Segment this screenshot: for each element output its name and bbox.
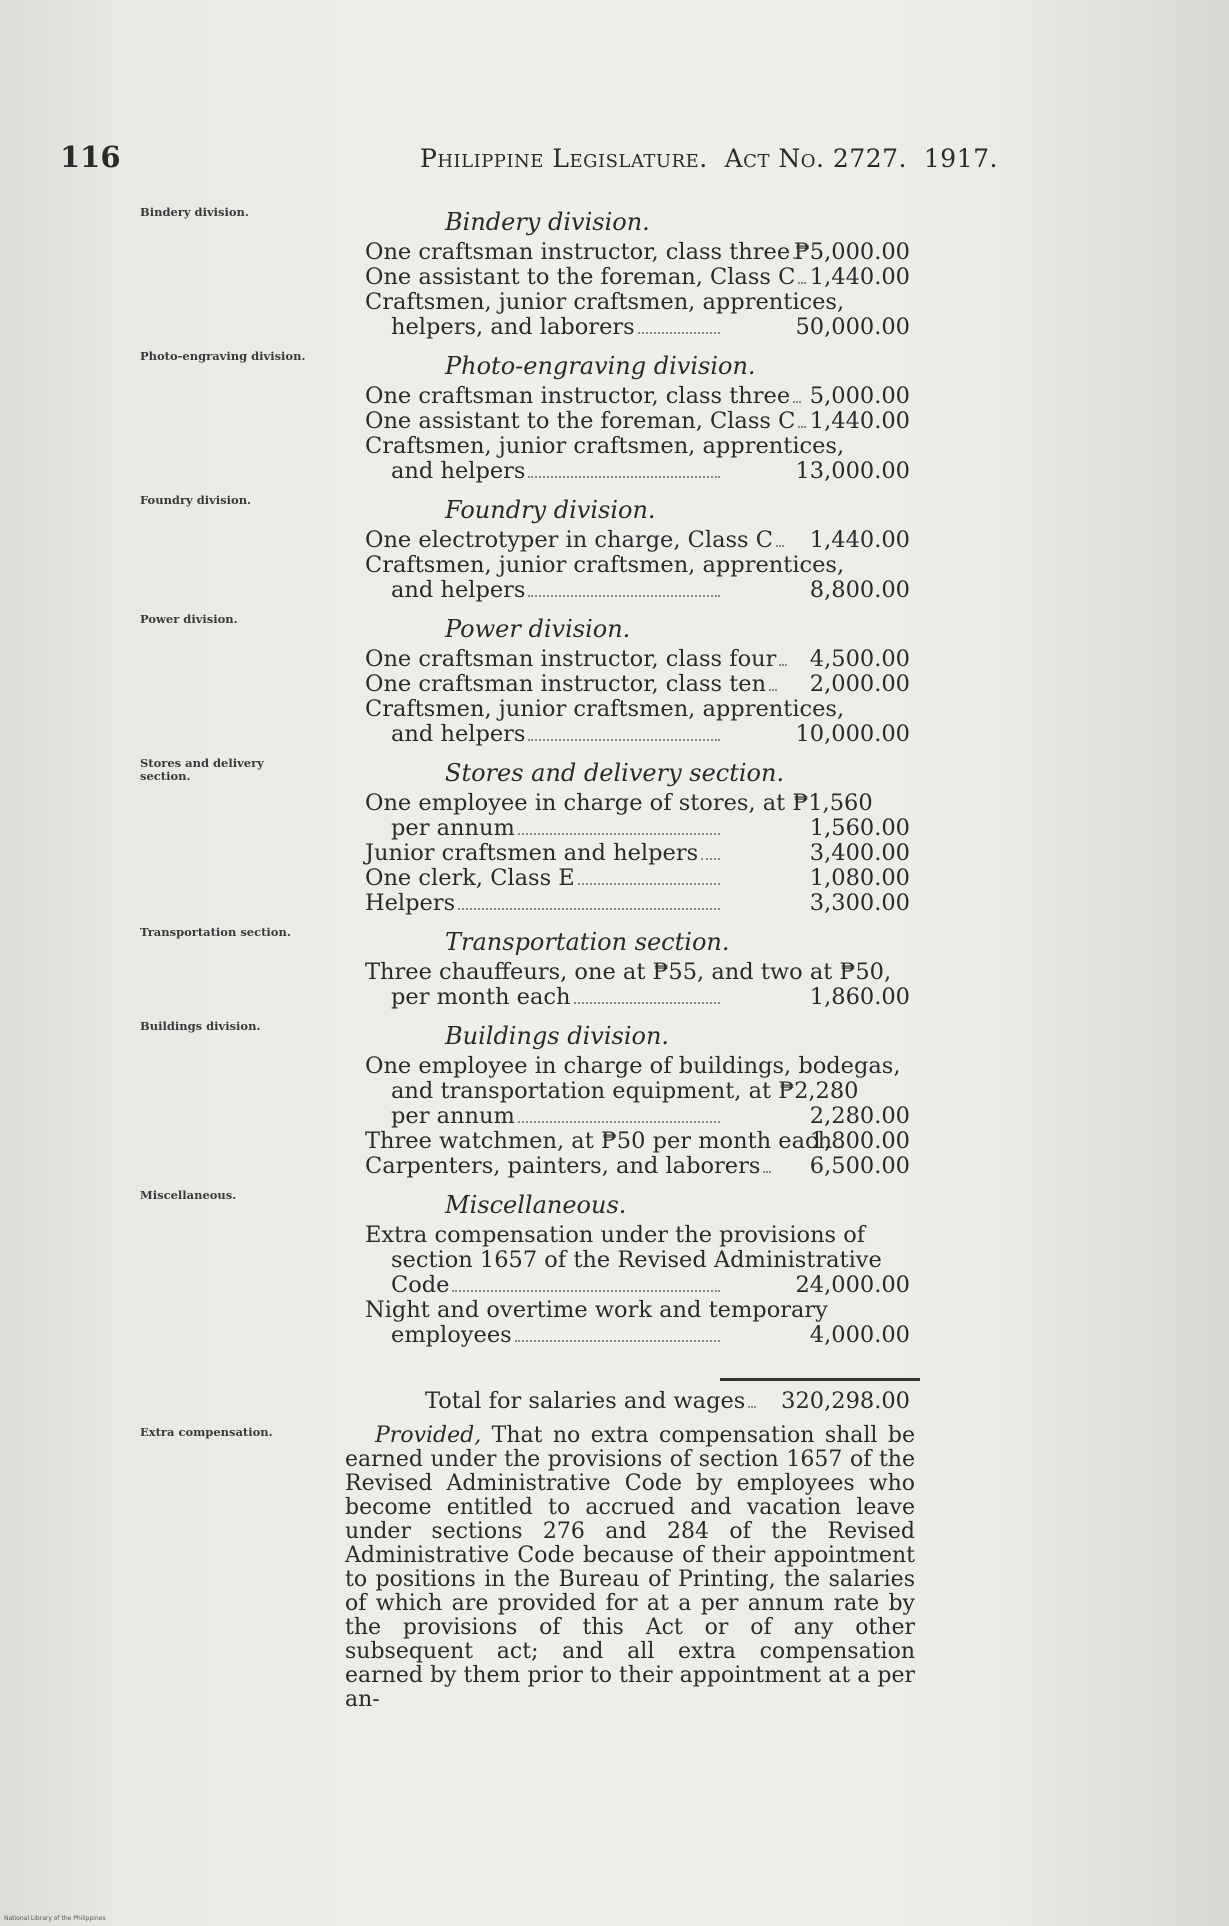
section-gap <box>140 747 1120 755</box>
description-text: One craftsman instructor, class four <box>365 646 777 672</box>
line-item-amount: 1,440.00 <box>809 527 910 553</box>
line-item-amount: 1,440.00 <box>809 408 910 434</box>
proviso-text <box>345 1424 915 1712</box>
total-line <box>365 1388 746 1414</box>
description-line <box>365 1222 866 1248</box>
line-item <box>140 1054 1120 1129</box>
description-line <box>365 383 791 409</box>
description-line <box>365 527 773 553</box>
dot-leader <box>528 595 720 597</box>
line-item-amount: 1,800.00 <box>809 1128 910 1154</box>
footer-note: National Library of the Philippines <box>4 1915 106 1922</box>
margin-note: Photo-engraving division. <box>140 349 306 363</box>
section-4 <box>140 755 1120 916</box>
description-line <box>365 459 720 484</box>
dot-leader <box>638 332 720 334</box>
line-item-description <box>140 866 720 891</box>
description-text: Night and overtime work and temporary <box>365 1297 828 1323</box>
description-line <box>365 646 777 672</box>
line-item-amount: 5,000.00 <box>809 383 910 409</box>
description-line <box>365 790 873 816</box>
description-line <box>365 264 796 290</box>
description-text: Helpers <box>365 890 456 916</box>
description-text: helpers, and laborers <box>391 314 635 340</box>
line-item-amount: 50,000.00 <box>795 314 910 340</box>
line-item <box>140 528 1120 553</box>
page-header <box>60 140 1080 180</box>
line-item-description <box>140 289 845 340</box>
description-text: Craftsmen, junior craftsmen, apprentices, <box>365 552 845 578</box>
description-text: One craftsman instructor, class three <box>365 383 791 409</box>
description-text: One employee in charge of stores, at ₱1,560 <box>365 790 873 816</box>
dot-leader <box>518 1121 720 1123</box>
section-title: Bindery division. <box>445 208 650 236</box>
proviso-paragraph <box>140 1424 1120 1712</box>
section-6 <box>140 1018 1120 1179</box>
margin-note: Buildings division. <box>140 1019 261 1033</box>
description-text: employees <box>391 1322 512 1348</box>
line-item-amount: 1,080.00 <box>809 865 910 891</box>
description-line <box>365 1153 761 1179</box>
description-line <box>365 289 845 315</box>
description-line <box>365 578 720 603</box>
line-item-amount: 1,560.00 <box>809 815 910 841</box>
description-line <box>365 1273 720 1298</box>
description-text: Carpenters, painters, and laborers <box>365 1153 761 1179</box>
line-item-amount: 24,000.00 <box>795 1272 910 1298</box>
description-text: Craftsmen, junior craftsmen, apprentices, <box>365 696 845 722</box>
line-item <box>140 240 1120 265</box>
description-line <box>365 1078 859 1104</box>
line-item <box>140 891 1120 916</box>
margin-note: Extra compensation. <box>140 1425 273 1439</box>
line-item <box>140 1298 1120 1348</box>
section-title: Buildings division. <box>445 1022 670 1050</box>
section-title: Foundry division. <box>445 496 656 524</box>
section-title: Stores and delivery section. <box>445 759 785 787</box>
dot-leader <box>452 1290 720 1292</box>
line-item-amount: 8,800.00 <box>809 577 910 603</box>
line-item-amount: 2,000.00 <box>809 671 910 697</box>
line-item-description <box>140 1153 761 1179</box>
dot-leader <box>528 739 720 741</box>
running-head-act: Act No. 2727. <box>724 144 907 173</box>
description-line <box>365 315 720 340</box>
description-line <box>365 433 845 459</box>
line-item-description <box>140 408 796 434</box>
description-text: Craftsmen, junior craftsmen, apprentices, <box>365 289 845 315</box>
line-item-amount: ₱5,000.00 <box>793 239 910 265</box>
line-item <box>140 866 1120 891</box>
description-line <box>365 1128 833 1154</box>
dot-leader <box>518 833 720 835</box>
running-head-year: 1917. <box>923 144 998 173</box>
section-gap <box>140 1348 1120 1356</box>
line-item <box>140 409 1120 434</box>
description-text: One electrotyper in charge, Class C <box>365 527 773 553</box>
description-text: Three chauffeurs, one at ₱55, and two at ₱50, <box>365 959 892 985</box>
margin-note: Stores and delivery section. <box>140 756 264 783</box>
section-gap <box>140 916 1120 924</box>
description-text: and helpers <box>391 577 526 603</box>
description-text: Code <box>391 1272 450 1298</box>
running-head <box>420 144 998 173</box>
proviso-body: That no extra compensation shall be earned under the provisions of section 1657 of the Revised Administrative Code by employees who become entitled to accrued and vacation leave under sections 276 and 284 of the Revised Administrative Code because of their appointment to positions in the Bureau of Printing, the salaries of which are provided for at a per annum rate by the provisions of this Act or of any other subsequent act; and all extra compensation earned by them prior to their appointment at a per an- <box>345 1423 915 1712</box>
description-line <box>365 866 720 891</box>
description-line <box>365 408 796 434</box>
margin-note: Power division. <box>140 612 238 626</box>
dot-leader <box>515 1340 720 1342</box>
section-title: Miscellaneous. <box>445 1191 627 1219</box>
dot-leader <box>574 1002 720 1004</box>
section-1 <box>140 348 1120 484</box>
description-text: Three watchmen, at ₱50 per month each <box>365 1128 833 1154</box>
section-0 <box>140 204 1120 340</box>
description-line <box>365 722 720 747</box>
description-text: per annum <box>391 815 515 841</box>
section-gap <box>140 1179 1120 1187</box>
description-line <box>365 671 767 697</box>
line-item <box>140 791 1120 841</box>
dot-leader <box>528 476 720 478</box>
description-text: and helpers <box>391 721 526 747</box>
line-item-amount: 10,000.00 <box>795 721 910 747</box>
line-item-amount: 3,300.00 <box>809 890 910 916</box>
description-line <box>365 816 720 841</box>
running-head-title: Philippine Legislature. <box>420 144 708 173</box>
total-label: Total for salaries and wages <box>425 1388 746 1414</box>
description-text: Junior craftsmen and helpers <box>365 840 699 866</box>
line-item-amount: 1,440.00 <box>809 264 910 290</box>
line-item <box>140 697 1120 747</box>
total-amount: 320,298.00 <box>720 1378 920 1414</box>
description-line <box>365 1323 720 1348</box>
margin-note: Transportation section. <box>140 925 291 939</box>
dot-leader <box>701 858 720 860</box>
description-text: One employee in charge of buildings, bodegas, <box>365 1053 901 1079</box>
line-item-amount: 3,400.00 <box>809 840 910 866</box>
line-item-description <box>140 239 791 265</box>
description-text: per annum <box>391 1103 515 1129</box>
line-item-amount: 2,280.00 <box>809 1103 910 1129</box>
dot-leader <box>578 883 720 885</box>
line-item-description <box>140 696 845 747</box>
line-item <box>140 1154 1120 1179</box>
description-line <box>365 239 791 265</box>
proviso-lead: Provided, <box>375 1423 482 1448</box>
section-title: Power division. <box>445 615 631 643</box>
section-gap <box>140 340 1120 348</box>
margin-note: Foundry division. <box>140 493 252 507</box>
line-item <box>140 1223 1120 1298</box>
margin-note: Miscellaneous. <box>140 1188 237 1202</box>
line-item-description <box>140 1297 828 1348</box>
description-line <box>365 891 720 916</box>
page-number: 116 <box>60 140 121 174</box>
description-line <box>365 1297 828 1323</box>
line-item <box>140 434 1120 484</box>
description-text: and helpers <box>391 458 526 484</box>
description-line <box>365 959 892 985</box>
line-item <box>140 841 1120 866</box>
line-item-description <box>140 383 791 409</box>
description-text: per month each <box>391 984 571 1010</box>
section-title: Transportation section. <box>445 928 730 956</box>
line-item-amount: 1,860.00 <box>809 984 910 1010</box>
description-line <box>365 1053 901 1079</box>
section-gap <box>140 603 1120 611</box>
line-item <box>140 553 1120 603</box>
section-2 <box>140 492 1120 603</box>
section-5 <box>140 924 1120 1010</box>
description-text: One craftsman instructor, class three <box>365 239 791 265</box>
section-gap <box>140 484 1120 492</box>
margin-note: Bindery division. <box>140 205 249 219</box>
total-description <box>140 1388 746 1414</box>
line-item-description <box>140 841 720 866</box>
line-item <box>140 1129 1120 1154</box>
line-item <box>140 647 1120 672</box>
total-row <box>140 1378 1120 1414</box>
description-line <box>365 1247 882 1273</box>
line-item-description <box>140 671 767 697</box>
section-title: Photo-engraving division. <box>445 352 756 380</box>
line-item <box>140 672 1120 697</box>
description-text: One assistant to the foreman, Class C <box>365 264 796 290</box>
description-text: One craftsman instructor, class ten <box>365 671 767 697</box>
line-item <box>140 960 1120 1010</box>
line-item-description <box>140 1128 833 1154</box>
line-item-amount: 4,500.00 <box>809 646 910 672</box>
line-item <box>140 384 1120 409</box>
line-item-description <box>140 646 777 672</box>
section-3 <box>140 611 1120 747</box>
description-line <box>365 552 845 578</box>
description-line <box>365 1104 720 1129</box>
section-7 <box>140 1187 1120 1348</box>
dot-leader <box>458 908 720 910</box>
section-gap <box>140 1010 1120 1018</box>
line-item-description <box>140 891 720 916</box>
description-text: section 1657 of the Revised Administrative <box>391 1247 882 1273</box>
description-text: and transportation equipment, at ₱2,280 <box>391 1078 859 1104</box>
line-item <box>140 265 1120 290</box>
line-item-description <box>140 264 796 290</box>
description-line <box>365 841 720 866</box>
appropriation-body <box>140 204 1120 1712</box>
description-line <box>365 985 720 1010</box>
line-item-description <box>140 527 773 553</box>
line-item-description <box>140 433 845 484</box>
line-item-amount: 6,500.00 <box>809 1153 910 1179</box>
description-text: One clerk, Class E <box>365 865 575 891</box>
line-item-amount: 13,000.00 <box>795 458 910 484</box>
description-text: Extra compensation under the provisions of <box>365 1222 866 1248</box>
line-item-description <box>140 552 845 603</box>
description-text: Craftsmen, junior craftsmen, apprentices, <box>365 433 845 459</box>
line-item-amount: 4,000.00 <box>809 1322 910 1348</box>
description-line <box>365 696 845 722</box>
description-text: One assistant to the foreman, Class C <box>365 408 796 434</box>
line-item <box>140 290 1120 340</box>
